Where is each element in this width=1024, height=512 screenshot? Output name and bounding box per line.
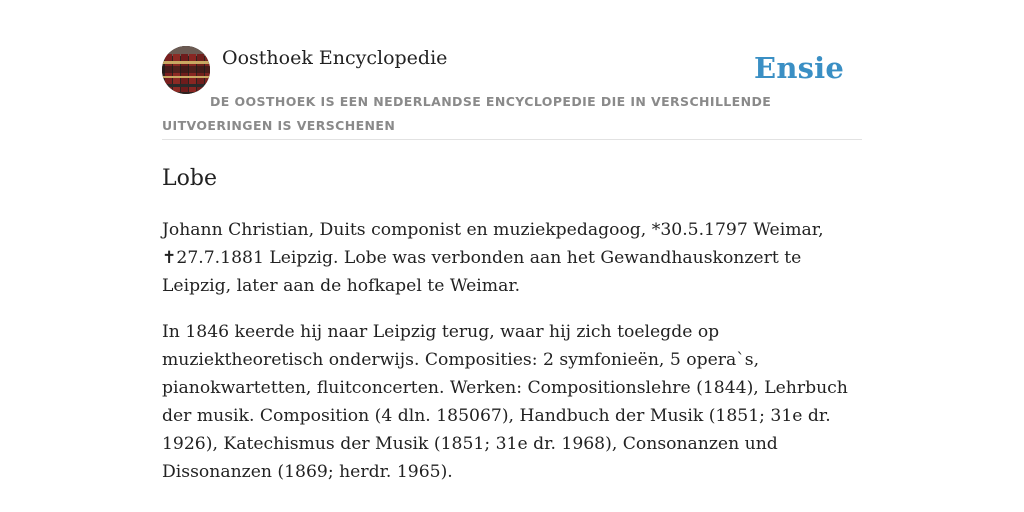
site-header: [162, 46, 862, 140]
article-paragraph: In 1846 keerde hij naar Leipzig terug, waar hij zich toelegde op muziektheoretisch onderwijs. Composities: 2 symfonieën, 5 opera`s, pianokwartetten, fluitconcerten. Werken: Compositionslehre (1844), Lehrbuch der musik. Composition (4 dln. 185067), Handbuch der Musik (1851; 31e dr. 1926), Katechismus der Musik (1851; 31e dr. 1968), Consonanzen und Dissonanzen (1869; herdr. 1965).: [162, 322, 848, 482]
article: [162, 162, 867, 504]
encyclopedia-books-icon[interactable]: [162, 46, 210, 94]
article-title: Lobe: [162, 166, 217, 191]
brand-logo[interactable]: Ensie: [754, 51, 844, 85]
site-title[interactable]: Oosthoek Encyclopedie: [222, 47, 448, 69]
article-paragraph: Johann Christian, Duits componist en muziekpedagoog, *30.5.1797 Weimar, ✝27.7.1881 Leipzig. Lobe was verbonden aan het Gewandhauskonzert te Leipzig, later aan de hofkapel te Weimar.: [162, 220, 824, 296]
site-tagline: DE OOSTHOEK IS EEN NEDERLANDSE ENCYCLOPEDIE DIE IN VERSCHILLENDE UITVOERINGEN IS VERSCHENEN: [162, 94, 772, 133]
